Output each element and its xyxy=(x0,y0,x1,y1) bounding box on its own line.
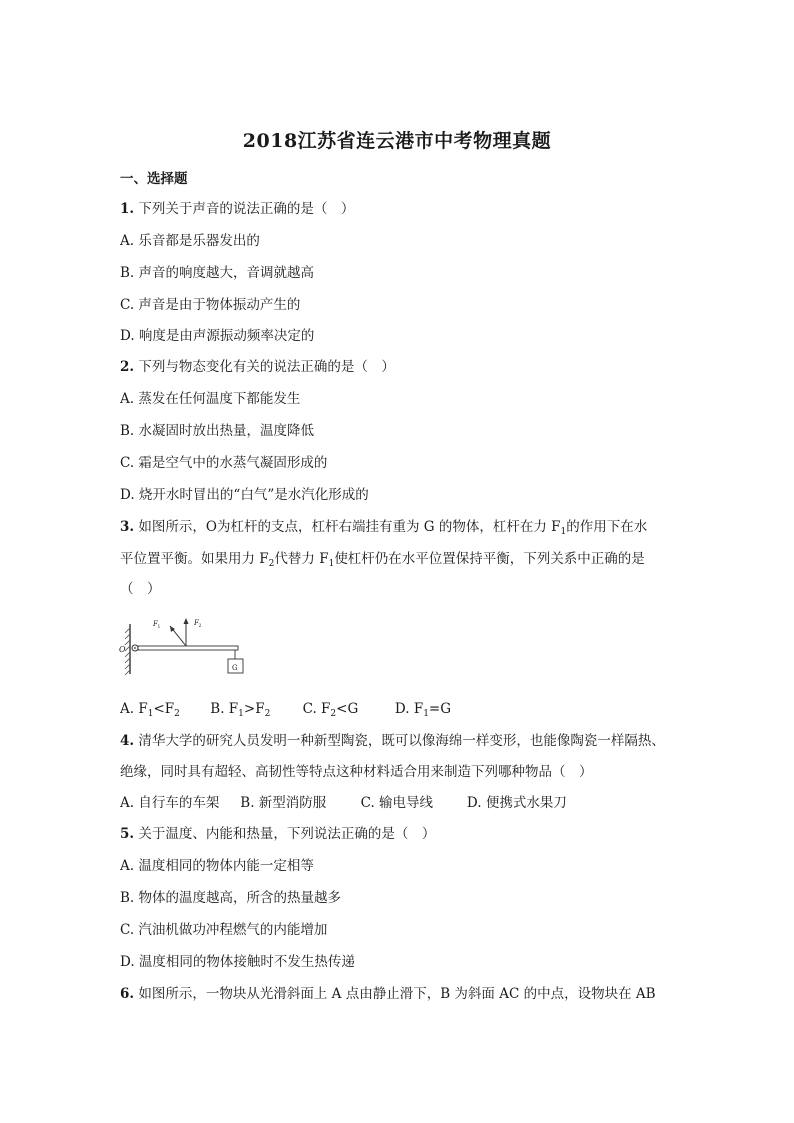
option-a: A. 乐音都是乐器发出的 xyxy=(120,233,260,249)
force-f2-arrowhead xyxy=(184,618,189,624)
lever-diagram xyxy=(118,612,254,678)
text-run: 的作用下在水 xyxy=(566,519,648,535)
option-d: D. 响度是由声源振动频率决定的 xyxy=(120,328,315,344)
option-b: B. 物体的温度越高，所含的热量越多 xyxy=(120,890,342,906)
option-c: C. 汽油机做功冲程燃气的内能增加 xyxy=(120,922,328,938)
question-3-options xyxy=(120,700,451,718)
subscript: 1 xyxy=(560,527,567,537)
option-a: A. 蒸发在任何温度下都能发生 xyxy=(120,391,301,407)
label-g: G xyxy=(232,664,238,672)
section-heading: 一、选择题 xyxy=(120,171,188,187)
question-text: 如图所示，一物块从光滑斜面上 A 点由静止滑下，B 为斜面 AC 的中点，设物块在 AB xyxy=(138,986,656,1002)
subscript: 2 xyxy=(330,709,337,719)
question-4-stem-line-2: 绝缘，同时具有超轻、高韧性等特点这种材料适合用来制造下列哪种物品（ ） xyxy=(120,764,593,780)
text-run: 代替力 F xyxy=(274,551,329,567)
subscript: 2 xyxy=(268,559,275,569)
label-f1: F xyxy=(153,620,158,628)
subscript: 2 xyxy=(174,709,180,719)
subscript: 1 xyxy=(238,709,244,719)
label-f1-sub: 1 xyxy=(157,625,161,630)
text-run: A. F xyxy=(120,701,148,717)
label-f2: F xyxy=(194,619,199,627)
label-f2-sub: 2 xyxy=(198,624,202,629)
question-2-stem xyxy=(120,358,395,376)
question-3-stem-line-3: （ ） xyxy=(120,581,161,597)
question-3-stem-line-2 xyxy=(120,550,645,568)
page-title: 2018江苏省连云港市中考物理真题 xyxy=(242,130,552,152)
text-run: 如图所示，O为杠杆的支点，杠杆右端挂有重为 G 的物体，杠杆在力 F xyxy=(138,519,561,535)
option-c: C. 输电导线 xyxy=(360,795,434,811)
question-1-stem xyxy=(120,200,354,218)
label-o: O xyxy=(119,645,126,654)
option-a: A. 自行车的车架 xyxy=(120,795,220,811)
option-c: C. 霜是空气中的水蒸气凝固形成的 xyxy=(120,455,328,471)
option-d xyxy=(395,700,451,718)
question-5-stem xyxy=(120,825,435,843)
question-4-stem-line-1 xyxy=(120,732,665,750)
subscript: 1 xyxy=(328,559,335,569)
question-4-options xyxy=(120,794,567,812)
lever-bar xyxy=(138,646,238,650)
subscript: 2 xyxy=(264,709,271,719)
pivot-center xyxy=(134,647,136,649)
question-number: 5. xyxy=(120,826,135,842)
option-c: C. 声音是由于物体振动产生的 xyxy=(120,297,301,313)
subscript: 1 xyxy=(147,709,154,719)
option-b xyxy=(210,700,298,718)
option-c xyxy=(303,700,391,718)
text-run: <G xyxy=(336,701,359,717)
wall-hatching xyxy=(125,628,130,675)
option-a: A. 温度相同的物体内能一定相等 xyxy=(120,858,314,874)
question-number: 3. xyxy=(120,519,135,535)
text-run: C. F xyxy=(302,701,331,717)
option-d: D. 便携式水果刀 xyxy=(466,795,567,811)
text-run: 使杠杆仍在水平位置保持平衡，下列关系中正确的是 xyxy=(334,551,645,567)
question-text: 下列与物态变化有关的说法正确的是（ ） xyxy=(138,359,395,375)
question-number: 4. xyxy=(120,733,135,749)
question-number: 6. xyxy=(120,986,135,1002)
subscript: 1 xyxy=(423,709,429,719)
question-text: 下列关于声音的说法正确的是（ ） xyxy=(138,201,355,217)
text-run: B. F xyxy=(210,701,239,717)
text-run: >F xyxy=(243,701,265,717)
option-a xyxy=(120,700,206,718)
question-text: 关于温度、内能和热量，下列说法正确的是（ ） xyxy=(138,826,436,842)
question-number: 1. xyxy=(120,201,135,217)
option-b: B. 声音的响度越大，音调就越高 xyxy=(120,265,315,281)
question-number: 2. xyxy=(120,359,135,375)
option-d: D. 温度相同的物体接触时不发生热传递 xyxy=(120,954,355,970)
text-run: D. F xyxy=(394,701,424,717)
option-b: B. 新型消防服 xyxy=(240,795,327,811)
text-run: <F xyxy=(153,701,175,717)
text-run: =G xyxy=(428,701,452,717)
option-b: B. 水凝固时放出热量，温度降低 xyxy=(120,423,315,439)
question-text: 清华大学的研究人员发明一种新型陶瓷，既可以像海绵一样变形，也能像陶瓷一样隔热、 xyxy=(138,733,665,749)
question-6-stem-line-1 xyxy=(120,985,656,1003)
text-run: 平位置平衡。如果用力 F xyxy=(120,551,269,567)
option-d: D. 烧开水时冒出的“白气”是水汽化形成的 xyxy=(120,487,369,503)
question-3-stem-line-1 xyxy=(120,518,647,536)
